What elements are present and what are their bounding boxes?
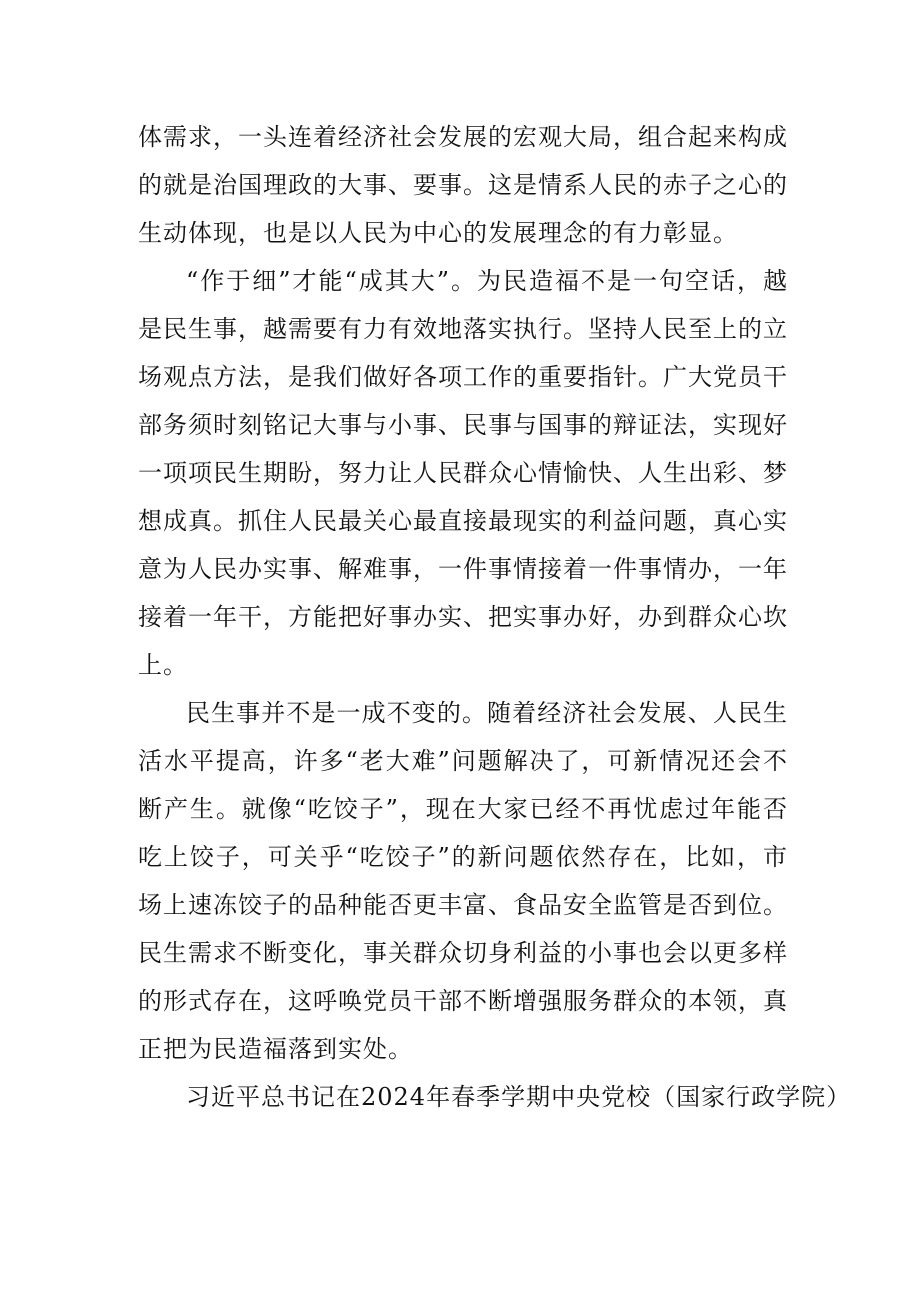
paragraph-4: 习近平总书记在2024年春季学期中央党校（国家行政学院） bbox=[186, 1083, 852, 1111]
paragraph-1: 体需求，一头连着经济社会发展的宏观大局，组合起来构成的就是治国理政的大事、要事。这是情系人民的赤子之心的生动体现，也是以人民为中心的发展理念的有力彰显。 bbox=[138, 123, 788, 247]
paragraph-2: “作于细”才能“成其大”。为民造福不是一句空话，越是民生事，越需要有力有效地落实执行。坚持人民至上的立场观点方法，是我们做好各项工作的重要指针。广大党员干部务须时刻铭记大事与小事、民事与国事的辩证法，实现好一项项民生期盼，努力让人民群众心情愉快、人生出彩、梦想成真。抓住人民最关心最直接最现实的利益问题，真心实意为人民办实事、解难事，一件事情接着一件事情办，一年接着一年干，方能把好事办实、把实事办好，办到群众心坎上。 bbox=[138, 267, 788, 679]
paragraph-3: 民生事并不是一成不变的。随着经济社会发展、人民生活水平提高，许多“老大难”问题解决了，可新情况还会不断产生。就像“吃饺子”，现在大家已经不再忧虑过年能否吃上饺子，可关乎“吃饺子”的新问题依然存在，比如，市场上速冻饺子的品种能否更丰富、食品安全监管是否到位。民生需求不断变化，事关群众切身利益的小事也会以更多样的形式存在，这呼唤党员干部不断增强服务群众的本领，真正把为民造福落到实处。 bbox=[138, 699, 788, 1063]
document-body bbox=[138, 113, 852, 1121]
